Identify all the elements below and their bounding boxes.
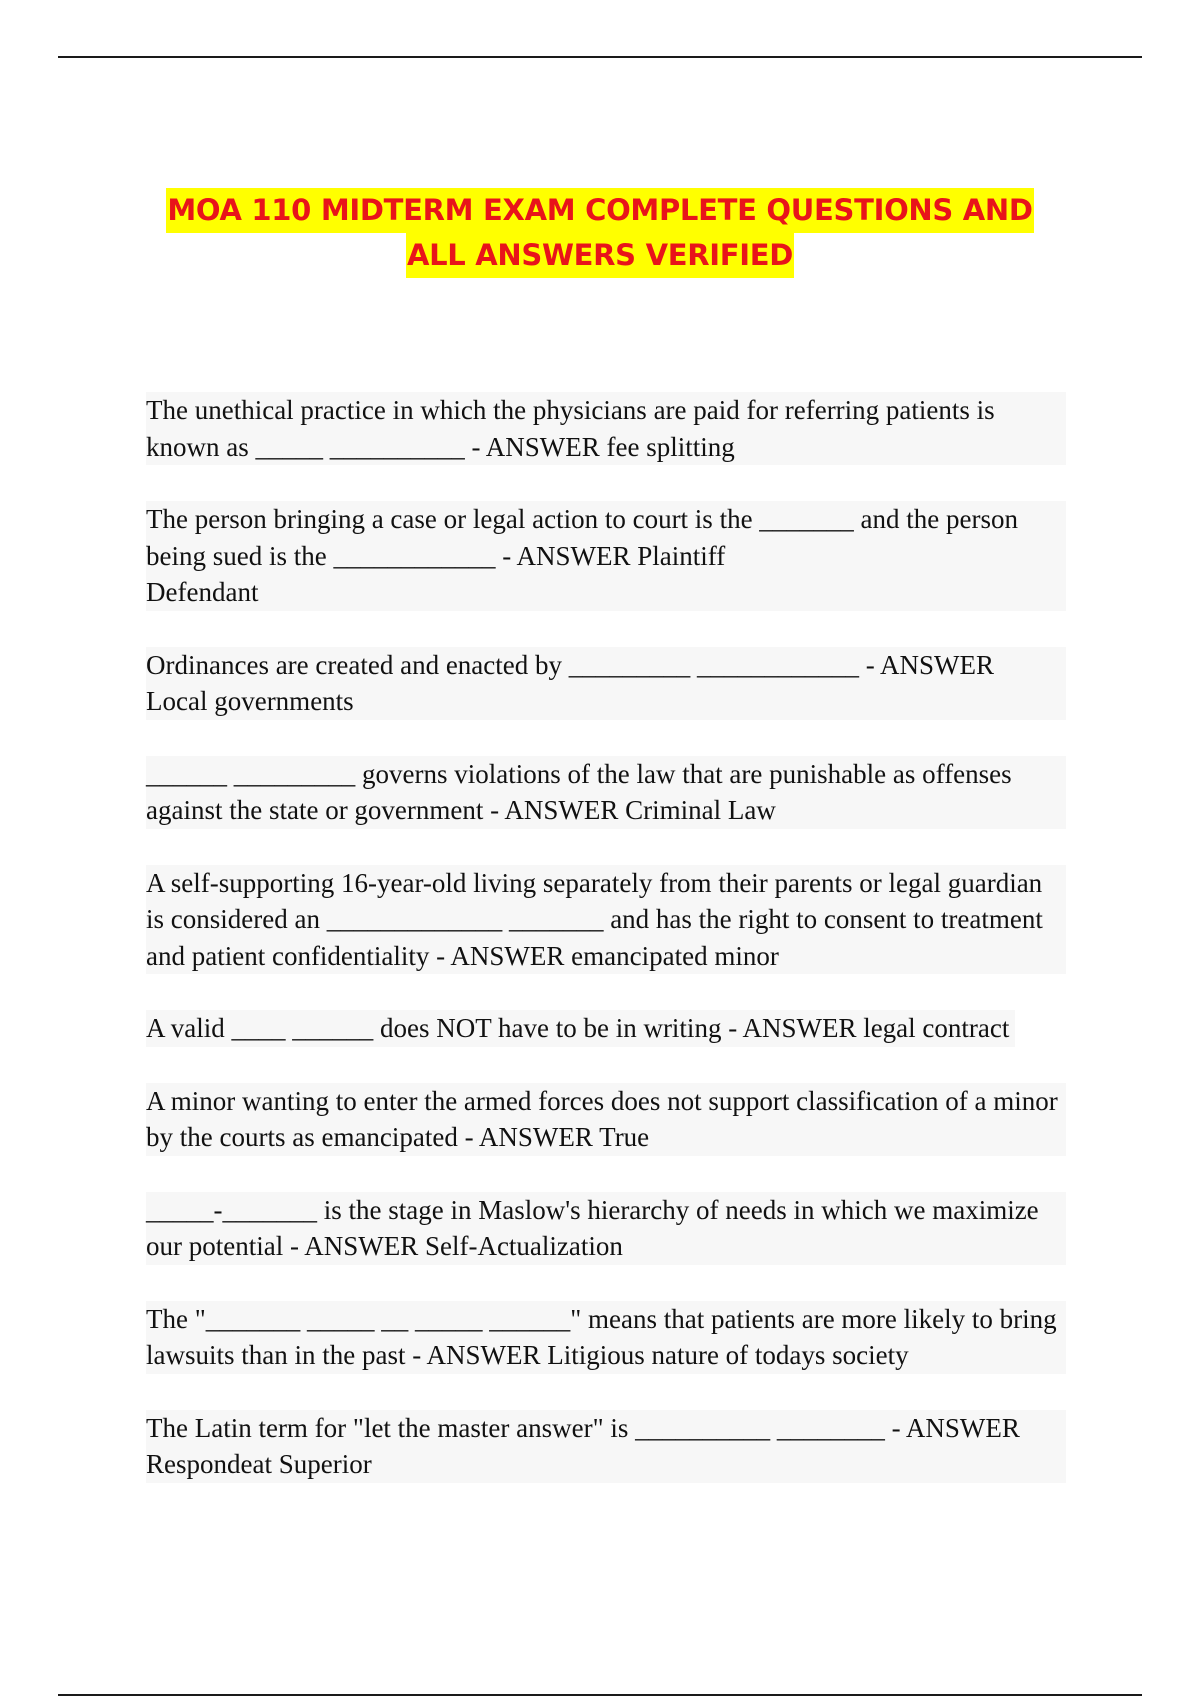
title-line-2: ALL ANSWERS VERIFIED <box>406 233 794 278</box>
answer-text: ANSWER Criminal Law <box>504 795 776 825</box>
question-answer-list <box>146 392 1066 1519</box>
answer-text: ANSWER fee splitting <box>485 431 735 462</box>
answer-text: ANSWER True <box>478 1122 650 1152</box>
qa-item <box>146 647 1066 720</box>
answer-text: ANSWER Litigious nature of todays society <box>426 1340 909 1370</box>
qa-item <box>146 1301 1066 1374</box>
qa-item <box>146 392 1066 465</box>
question-text: _____-_______ is the stage in Maslow's hierarchy of needs in which we maximize our potential - <box>146 1194 1046 1261</box>
answer-text: ANSWER legal contract <box>742 1013 1010 1043</box>
qa-item <box>146 1083 1066 1156</box>
top-rule <box>58 56 1142 58</box>
document-title <box>0 188 1200 278</box>
answer-text: ANSWER Self-Actualization <box>304 1231 623 1261</box>
qa-item <box>146 1010 1015 1047</box>
question-text: A valid ____ ______ does NOT have to be in writing - <box>146 1013 743 1043</box>
question-text: A minor wanting to enter the armed forces does not support classification of a minor by the courts as emancipated - <box>146 1085 1065 1152</box>
qa-item <box>146 756 1066 829</box>
title-line-1: MOA 110 MIDTERM EXAM COMPLETE QUESTIONS AND <box>166 188 1033 233</box>
answer-text: ANSWER Plaintiff Defendant <box>146 540 726 607</box>
question-text: ______ _________ governs violations of the law that are punishable as offenses against the state or government - <box>146 758 1019 825</box>
question-text: The unethical practice in which the physicians are paid for referring patients is known as _____ __________ - <box>146 395 1002 462</box>
answer-text: ANSWER Respondeat Superior <box>146 1412 1027 1479</box>
qa-item <box>146 865 1066 975</box>
answer-text: ANSWER Local governments <box>146 649 1001 716</box>
bottom-rule <box>58 1694 1142 1696</box>
question-text: The person bringing a case or legal action to court is the _______ and the person being sued is the ____________ - <box>146 504 1025 571</box>
question-text: Ordinances are created and enacted by _________ ____________ - <box>146 649 881 680</box>
answer-text: ANSWER emancipated minor <box>450 940 779 971</box>
qa-item <box>146 1192 1066 1265</box>
qa-item <box>146 501 1066 611</box>
qa-item <box>146 1410 1066 1483</box>
question-text: The Latin term for "let the master answer" is __________ ________ - <box>146 1412 906 1443</box>
question-text: A self-supporting 16-year-old living separately from their parents or legal guardian is considered an _____________ _______ and has the right to consent to treatment and patient confidentiality - <box>146 867 1050 971</box>
question-text: The "_______ _____ __ _____ ______" means that patients are more likely to bring lawsuits than in the past - <box>146 1303 1064 1370</box>
